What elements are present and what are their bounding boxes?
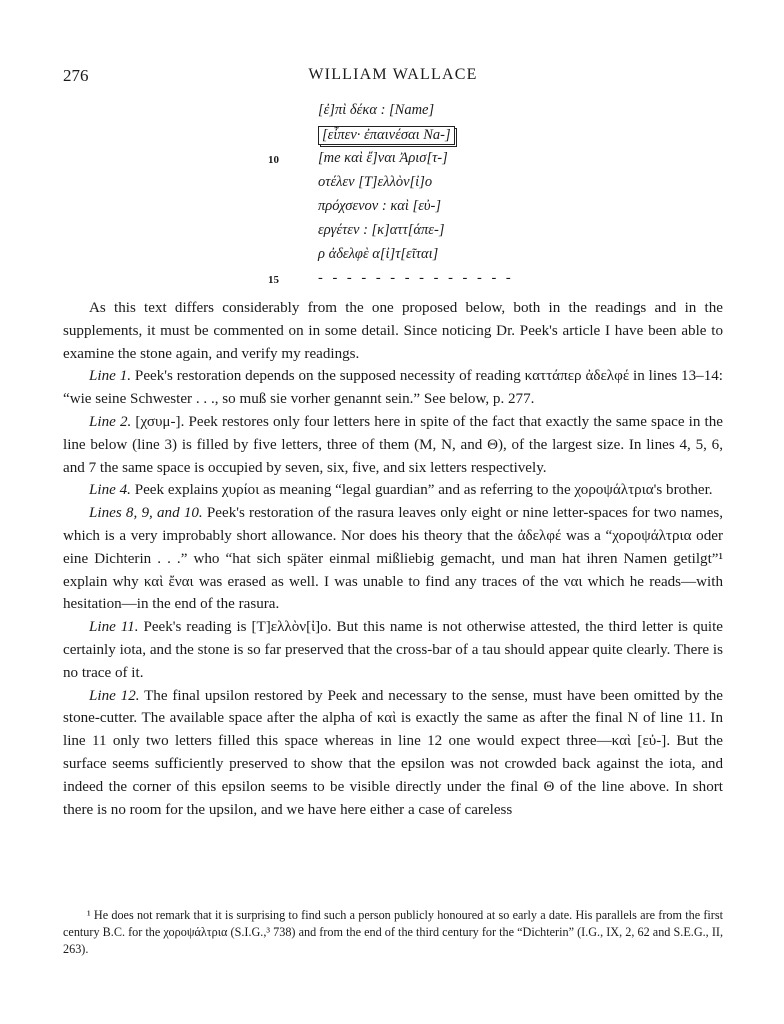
paragraph-text: Peek's reading is [Τ]ελλὸν[ἰ]ο. But this name is not otherwise attested, the third letter is quite certainly iota, and the stone is so far preserved that the cross-bar of a tau should appear quite clearly. There is no trace of it. bbox=[63, 619, 723, 681]
paragraph-lead: Line 12. bbox=[89, 687, 140, 704]
paragraph bbox=[63, 616, 723, 684]
paragraph-text: Peek's restoration depends on the supposed necessity of reading καττάπερ ἀδελφέ in lines 13–14: “wie seine Schwester . . ., so muß sie vorher genannt sein.” See below, p. 277. bbox=[63, 368, 723, 408]
inscription-line-text: [me καὶ ἔ]ναι Ἀρισ[τ-] bbox=[318, 150, 448, 166]
running-head: WILLIAM WALLACE bbox=[308, 66, 478, 83]
paragraph bbox=[63, 365, 723, 411]
footnote bbox=[63, 907, 723, 958]
paragraph bbox=[63, 502, 723, 616]
paragraph bbox=[63, 685, 723, 822]
paragraph-lead: Line 2. bbox=[89, 413, 132, 430]
inscription-line bbox=[268, 198, 528, 222]
paragraph-lead: Line 4. bbox=[89, 482, 131, 499]
footnote-text: ¹ He does not remark that it is surprising to find such a person publicly honoured at so early a date. His parallels are from the first century B.C. for the χοροψάλτρια (S.I.G.,³ 738) and from the end of the third century for the “Dichterin” (I.G., IX, 2, 62 and S.E.G., II, 263). bbox=[63, 908, 723, 956]
line-number: 10 bbox=[268, 154, 279, 166]
commentary-body bbox=[63, 297, 723, 821]
inscription-line bbox=[268, 246, 528, 270]
line-number: 15 bbox=[268, 274, 279, 286]
inscription-line bbox=[268, 222, 528, 246]
paragraph-text: [χσυμ-]. Peek restores only four letters here in spite of the fact that exactly the same space in the line below (line 3) is filled by five letters, three of them (M, N, and Θ), of the largest size. In lines 4, 5, 6, and 7 the same space is occupied by seven, six, five, and six letters respectively. bbox=[63, 413, 723, 476]
paragraph-text: As this text differs considerably from the one proposed below, both in the readings and in the supplements, it must be commented on in some detail. Since noticing Dr. Peek's article I have been able to examine the stone again, and verify my readings. bbox=[63, 300, 723, 362]
paragraph bbox=[63, 479, 723, 502]
paragraph-text: Peek's restoration of the rasura leaves only eight or nine letter-spaces for two names, which is a very improbably short allowance. Nor does his theory that the ἀδελφέ was a “χοροψάλτρια oder eine Dichterin . . .” who “hat sich später einmal mißliebig gemacht, und man hat ihren Namen getilgt”¹ explain why καὶ ἔναι was erased as well. I was unable to find any traces of the ναι which he reads—with hesitation—in the end of the rasura. bbox=[63, 505, 723, 613]
paragraph bbox=[63, 411, 723, 479]
inscription-line-text: ρ ἀδελφὲ α[ἰ]τ[εῖται] bbox=[318, 246, 439, 262]
inscription-line bbox=[268, 270, 528, 294]
inscription-line bbox=[268, 126, 528, 150]
paragraph bbox=[63, 297, 723, 365]
paragraph-lead: Lines 8, 9, and 10. bbox=[89, 505, 203, 522]
inscription-line bbox=[268, 174, 528, 198]
inscription-text bbox=[268, 102, 528, 294]
page-header bbox=[63, 66, 723, 88]
inscription-line bbox=[268, 102, 528, 126]
inscription-line-text: - - - - - - - - - - - - - - bbox=[318, 270, 514, 286]
paragraph-text: Peek explains χυρίοι as meaning “legal guardian” and as referring to the χοροψάλτρια's brother. bbox=[130, 482, 713, 499]
inscription-line-text: πρόχσενον : καὶ [εὐ-] bbox=[318, 198, 442, 214]
page-number: 276 bbox=[63, 66, 89, 85]
paragraph-text: The final upsilon restored by Peek and necessary to the sense, must have been omitted by the stone-cutter. The available space after the alpha of καὶ is exactly the same as after the final N of line 11. In line 11 only two letters filled this space whereas in line 12 one would expect three—καὶ [εὐ-]. But the surface seems sufficiently preserved to show that the epsilon was not crowded back against the iota, and indeed the corner of this epsilon seems to be visible directly under the final Θ of the line above. In short there is no room for the upsilon, and we have here either a case of careless bbox=[63, 687, 723, 818]
inscription-line-text: [εἶπεν· ἐπαινέσαι Na-] bbox=[318, 126, 455, 145]
paragraph-lead: Line 11. bbox=[89, 619, 139, 636]
paragraph-lead: Line 1. bbox=[89, 368, 132, 385]
inscription-line-text: οτέλεν [Τ]ελλὸν[ἰ]ο bbox=[318, 174, 433, 190]
inscription-line-text: εργέτεν : [κ]αττ[άπε-] bbox=[318, 222, 445, 238]
inscription-line-text: [ἐ]πὶ δέκα : [Name] bbox=[318, 102, 435, 118]
inscription-line bbox=[268, 150, 528, 174]
